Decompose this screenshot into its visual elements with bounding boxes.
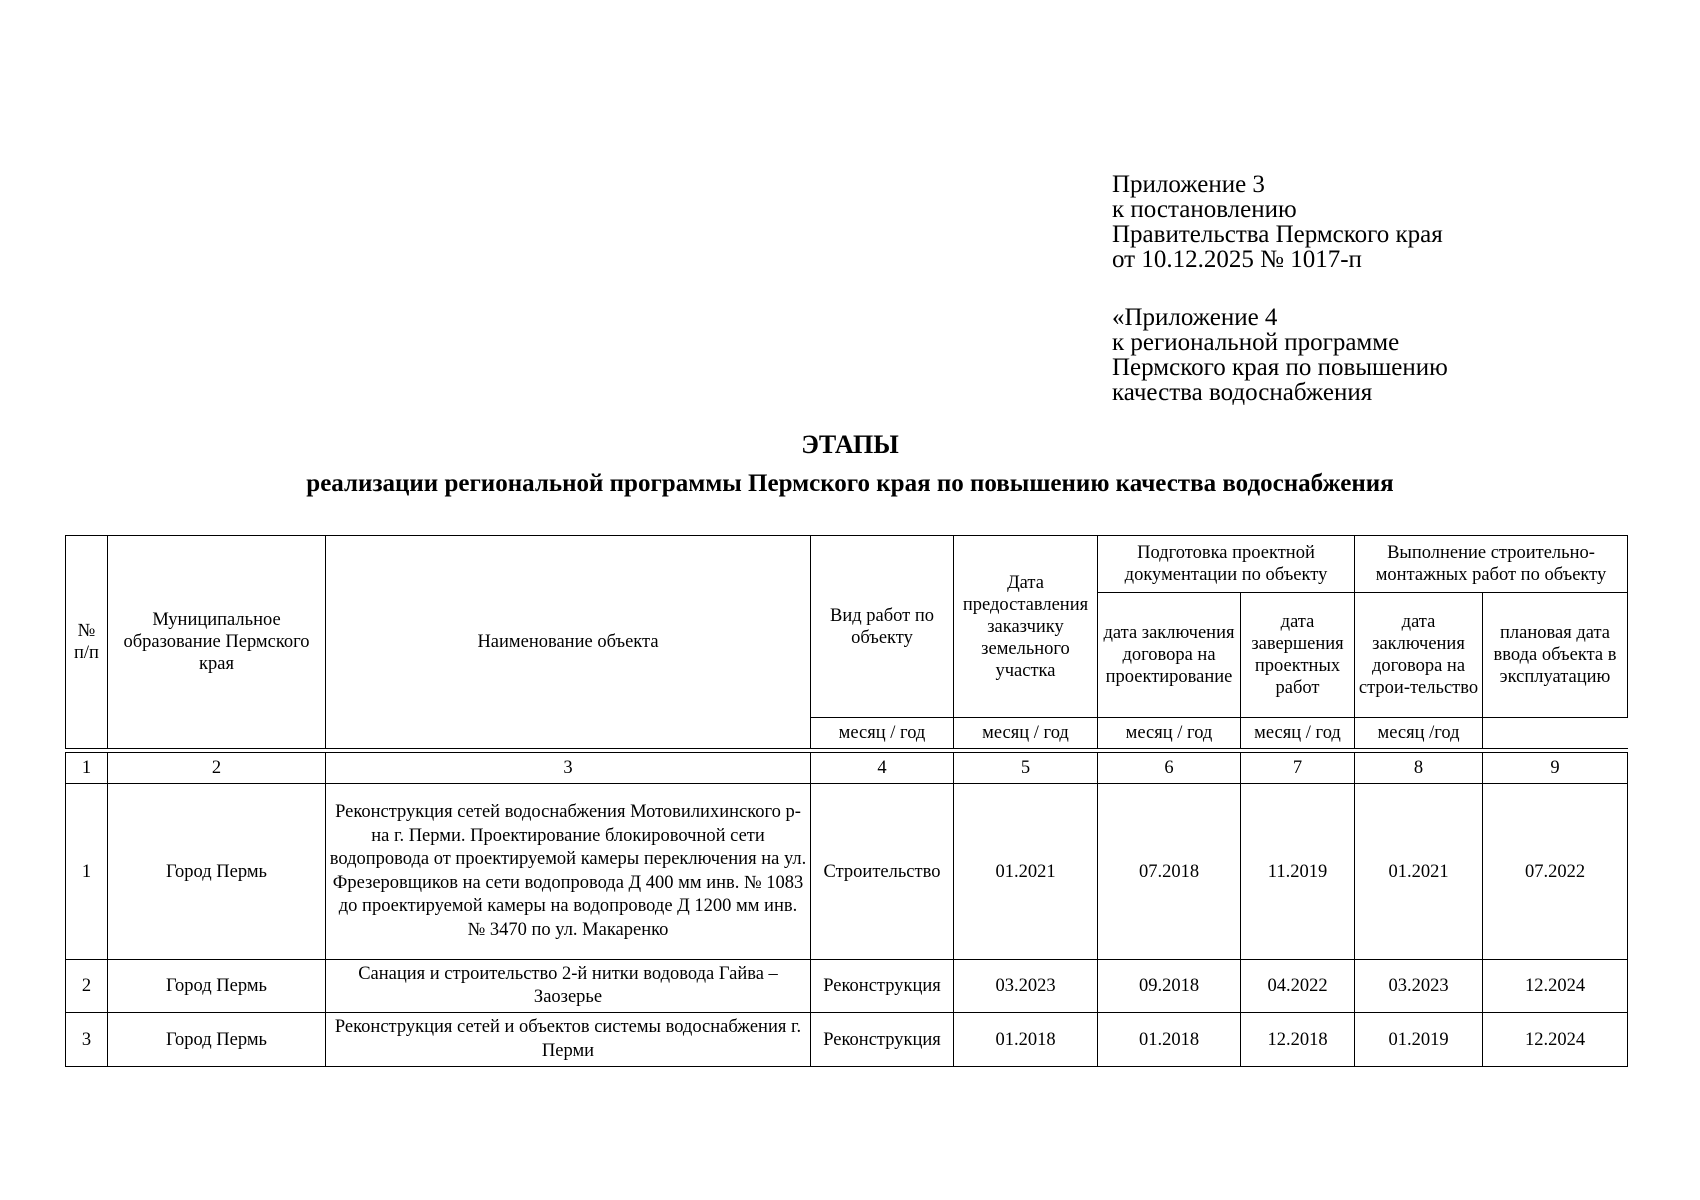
column-number-row: [66, 753, 1628, 784]
row-design-contract: 07.2018: [1098, 784, 1241, 960]
column-number: 5: [954, 753, 1098, 784]
table-row: [66, 960, 1628, 1013]
row-num: 3: [66, 1013, 108, 1067]
row-object-name: Санация и строительство 2-й нитки водовода Гайва – Заозерье: [326, 960, 811, 1013]
row-num: 1: [66, 784, 108, 960]
column-number: 2: [108, 753, 326, 784]
row-municipality: Город Пермь: [108, 784, 326, 960]
row-num: 2: [66, 960, 108, 1013]
column-number: 4: [811, 753, 954, 784]
column-number: 6: [1098, 753, 1241, 784]
appendix-4-line-1: «Приложение 4: [1112, 304, 1278, 331]
unit-cell: месяц / год: [1098, 718, 1241, 749]
table-header-row: [66, 536, 1628, 593]
row-work-type: Строительство: [811, 784, 954, 960]
appendix-4-line-2: к региональной программе: [1112, 329, 1400, 356]
row-work-type: Реконструкция: [811, 960, 954, 1013]
row-design-contract: 09.2018: [1098, 960, 1241, 1013]
row-land-date: 01.2021: [954, 784, 1098, 960]
header-design-group: Подготовка проектной документации по объекту: [1098, 536, 1355, 593]
header-object-name: Наименование объекта: [326, 536, 811, 749]
appendix-3-header: [1112, 172, 1443, 272]
appendix-3-line-2: к постановлению: [1112, 196, 1297, 223]
row-construction-contract: 03.2023: [1355, 960, 1483, 1013]
header-design-contract: дата заключения договора на проектирование: [1098, 593, 1241, 718]
row-design-complete: 11.2019: [1241, 784, 1355, 960]
appendix-4-header: [1112, 305, 1448, 405]
unit-cell: месяц / год: [811, 718, 954, 749]
unit-cell: месяц / год: [1241, 718, 1355, 749]
column-number: 1: [66, 753, 108, 784]
row-construction-contract: 01.2019: [1355, 1013, 1483, 1067]
table-row: [66, 1013, 1628, 1067]
header-work-type: Вид работ по объекту: [811, 536, 954, 718]
appendix-3-line-4: от 10.12.2025 № 1017-п: [1112, 246, 1362, 273]
header-land-date: Дата предоставления заказчику земельного участка: [954, 536, 1098, 718]
row-construction-contract: 01.2021: [1355, 784, 1483, 960]
row-object-name: Реконструкция сетей водоснабжения Мотовилихинского р-на г. Перми. Проектирование блокировочной сети водопровода от проектируемой камеры переключения на ул. Фрезеровщиков на сети водопровода Д 400 мм инв. № 1083 до проектируемой камеры на водопроводе Д 1200 мм инв. № 3470 по ул. Макаренко: [326, 784, 811, 960]
row-design-complete: 12.2018: [1241, 1013, 1355, 1067]
header-construction-group: Выполнение строительно-монтажных работ по объекту: [1355, 536, 1628, 593]
header-municipality: Муниципальное образование Пермского края: [108, 536, 326, 749]
column-number: 3: [326, 753, 811, 784]
header-design-complete: дата завершения проектных работ: [1241, 593, 1355, 718]
column-number: 9: [1483, 753, 1628, 784]
row-design-contract: 01.2018: [1098, 1013, 1241, 1067]
header-num: № п/п: [66, 536, 108, 749]
row-design-complete: 04.2022: [1241, 960, 1355, 1013]
appendix-3-line-1: Приложение 3: [1112, 171, 1265, 198]
document-subtitle: реализации региональной программы Пермского края по повышению качества водоснабжения: [306, 470, 1394, 497]
row-commissioning: 07.2022: [1483, 784, 1628, 960]
document-title: ЭТАПЫ: [801, 430, 899, 459]
appendix-4-line-4: качества водоснабжения: [1112, 379, 1373, 406]
row-land-date: 03.2023: [954, 960, 1098, 1013]
row-land-date: 01.2018: [954, 1013, 1098, 1067]
appendix-4-line-3: Пермского края по повышению: [1112, 354, 1448, 381]
row-municipality: Город Пермь: [108, 960, 326, 1013]
row-commissioning: 12.2024: [1483, 960, 1628, 1013]
row-object-name: Реконструкция сетей и объектов системы водоснабжения г. Перми: [326, 1013, 811, 1067]
unit-cell: месяц / год: [954, 718, 1098, 749]
header-construction-contract: дата заключения договора на строи-тельство: [1355, 593, 1483, 718]
header-commissioning: плановая дата ввода объекта в эксплуатацию: [1483, 593, 1628, 718]
column-number: 7: [1241, 753, 1355, 784]
table-row: [66, 784, 1628, 960]
row-commissioning: 12.2024: [1483, 1013, 1628, 1067]
row-municipality: Город Пермь: [108, 1013, 326, 1067]
appendix-3-line-3: Правительства Пермского края: [1112, 221, 1443, 248]
column-number: 8: [1355, 753, 1483, 784]
unit-cell: месяц /год: [1355, 718, 1483, 749]
stages-table: [65, 535, 1628, 1067]
row-work-type: Реконструкция: [811, 1013, 954, 1067]
